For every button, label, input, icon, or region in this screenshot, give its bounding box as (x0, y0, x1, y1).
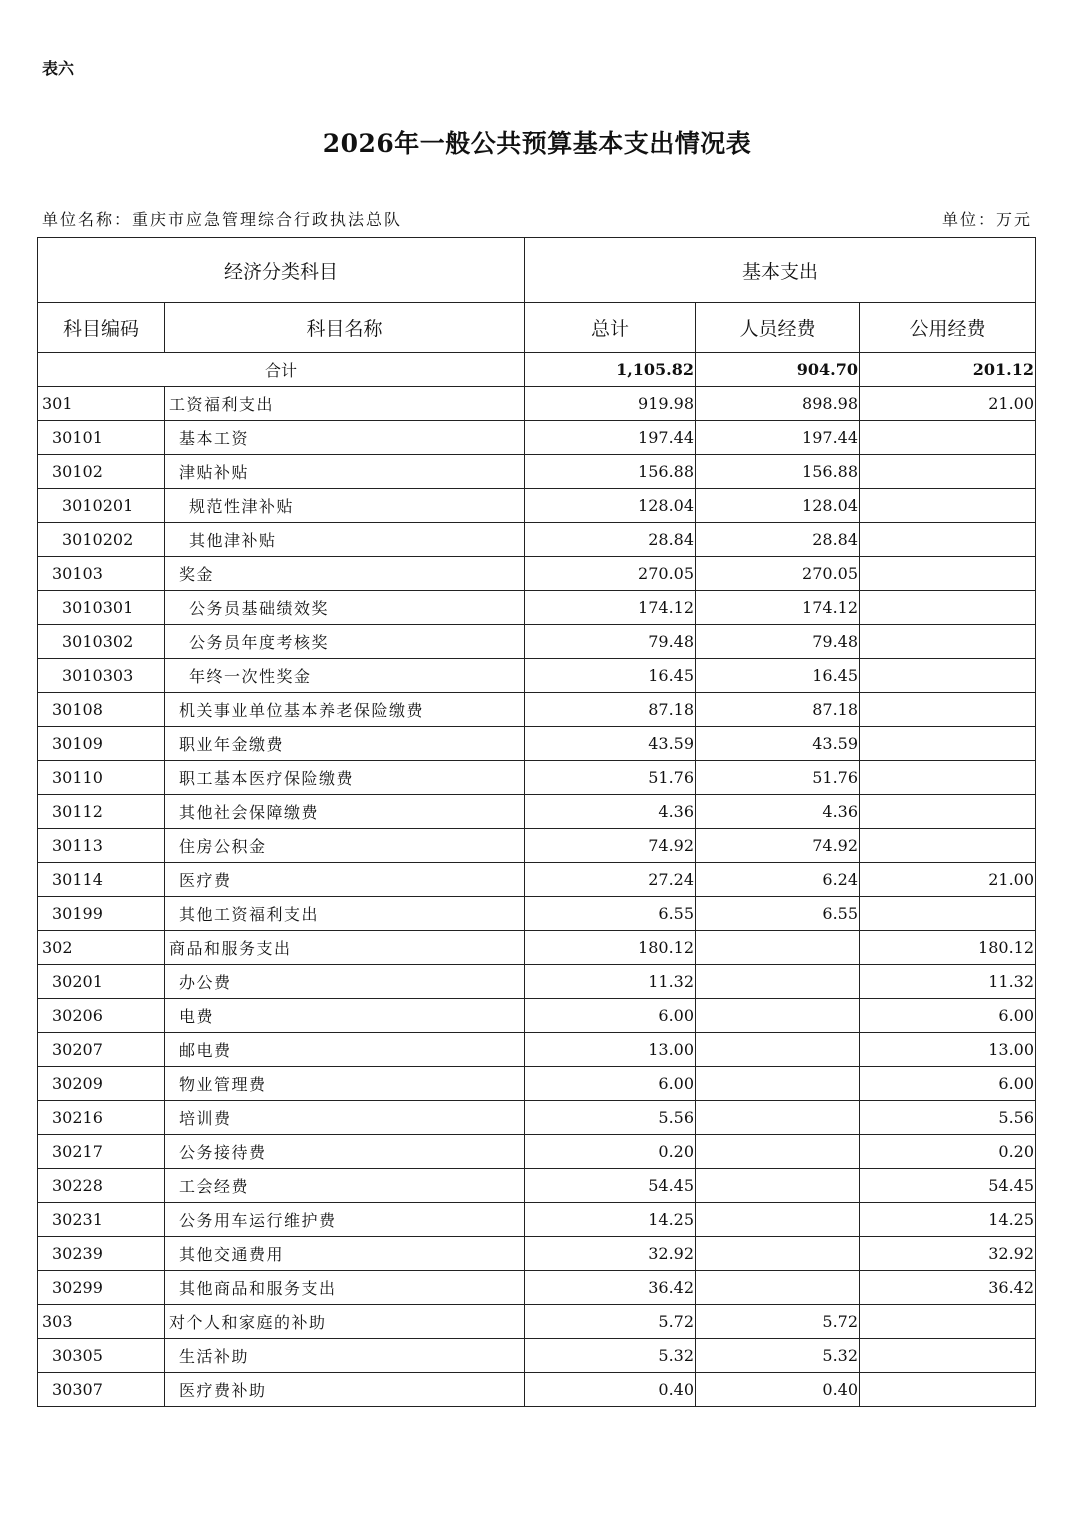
table-label: 表六 (42, 59, 75, 78)
row-personnel: 6.24 (696, 863, 860, 897)
row-personnel: 174.12 (696, 591, 860, 625)
table-row (38, 1373, 1036, 1407)
table-row (38, 1101, 1036, 1135)
row-total: 79.48 (525, 625, 696, 659)
row-public (860, 625, 1036, 659)
row-public (860, 693, 1036, 727)
row-personnel: 6.55 (696, 897, 860, 931)
row-total: 156.88 (525, 455, 696, 489)
row-name: 电费 (165, 999, 525, 1033)
table-row (38, 931, 1036, 965)
row-code: 30101 (38, 421, 165, 455)
row-total: 32.92 (525, 1237, 696, 1271)
row-name: 公务接待费 (165, 1135, 525, 1169)
row-public: 21.00 (860, 863, 1036, 897)
row-code: 30228 (38, 1169, 165, 1203)
row-name: 基本工资 (165, 421, 525, 455)
row-public: 11.32 (860, 965, 1036, 999)
row-name: 公务员基础绩效奖 (165, 591, 525, 625)
table-row (38, 897, 1036, 931)
row-total: 74.92 (525, 829, 696, 863)
row-public: 5.56 (860, 1101, 1036, 1135)
row-personnel: 5.72 (696, 1305, 860, 1339)
row-personnel (696, 1169, 860, 1203)
row-name: 机关事业单位基本养老保险缴费 (165, 693, 525, 727)
row-personnel: 16.45 (696, 659, 860, 693)
row-public (860, 795, 1036, 829)
row-total: 14.25 (525, 1203, 696, 1237)
row-name: 对个人和家庭的补助 (165, 1305, 525, 1339)
header-name: 科目名称 (165, 303, 525, 353)
row-code: 30109 (38, 727, 165, 761)
unit-name: 单位名称：重庆市应急管理综合行政执法总队 (42, 210, 403, 229)
row-code: 30113 (38, 829, 165, 863)
row-public (860, 523, 1036, 557)
row-total: 4.36 (525, 795, 696, 829)
header-row-columns (38, 303, 1036, 353)
row-code: 30206 (38, 999, 165, 1033)
row-code: 30307 (38, 1373, 165, 1407)
row-code: 30112 (38, 795, 165, 829)
row-total: 36.42 (525, 1271, 696, 1305)
row-code: 30103 (38, 557, 165, 591)
table-row (38, 523, 1036, 557)
row-personnel: 197.44 (696, 421, 860, 455)
row-personnel: 128.04 (696, 489, 860, 523)
row-personnel (696, 965, 860, 999)
table-row (38, 1033, 1036, 1067)
table-row (38, 1067, 1036, 1101)
table-row (38, 557, 1036, 591)
row-code: 303 (38, 1305, 165, 1339)
row-personnel: 898.98 (696, 387, 860, 421)
table-row (38, 1305, 1036, 1339)
row-personnel (696, 931, 860, 965)
row-personnel: 74.92 (696, 829, 860, 863)
row-personnel: 4.36 (696, 795, 860, 829)
row-name: 其他交通费用 (165, 1237, 525, 1271)
row-total: 174.12 (525, 591, 696, 625)
row-total: 6.55 (525, 897, 696, 931)
meta-row (42, 207, 1032, 230)
row-name: 物业管理费 (165, 1067, 525, 1101)
row-personnel (696, 1101, 860, 1135)
row-personnel: 87.18 (696, 693, 860, 727)
header-economic-classification: 经济分类科目 (38, 238, 525, 303)
row-name: 其他津补贴 (165, 523, 525, 557)
row-public (860, 829, 1036, 863)
table-row (38, 795, 1036, 829)
row-total: 16.45 (525, 659, 696, 693)
row-code: 30201 (38, 965, 165, 999)
row-code: 3010301 (38, 591, 165, 625)
row-public: 13.00 (860, 1033, 1036, 1067)
row-personnel (696, 1067, 860, 1101)
table-row (38, 625, 1036, 659)
row-code: 30216 (38, 1101, 165, 1135)
table-row (38, 693, 1036, 727)
row-total: 27.24 (525, 863, 696, 897)
row-personnel: 0.40 (696, 1373, 860, 1407)
row-public (860, 489, 1036, 523)
row-total: 6.00 (525, 999, 696, 1033)
row-total: 51.76 (525, 761, 696, 795)
row-code: 30207 (38, 1033, 165, 1067)
row-code: 30102 (38, 455, 165, 489)
row-total: 919.98 (525, 387, 696, 421)
row-public (860, 1305, 1036, 1339)
table-row (38, 1271, 1036, 1305)
row-public: 6.00 (860, 999, 1036, 1033)
row-code: 3010302 (38, 625, 165, 659)
row-name: 其他社会保障缴费 (165, 795, 525, 829)
row-name: 邮电费 (165, 1033, 525, 1067)
row-total: 43.59 (525, 727, 696, 761)
row-code: 30110 (38, 761, 165, 795)
row-code: 302 (38, 931, 165, 965)
row-name: 工资福利支出 (165, 387, 525, 421)
row-public (860, 727, 1036, 761)
row-total: 128.04 (525, 489, 696, 523)
row-code: 30199 (38, 897, 165, 931)
row-code: 30239 (38, 1237, 165, 1271)
row-name: 规范性津补贴 (165, 489, 525, 523)
row-total: 5.32 (525, 1339, 696, 1373)
row-name: 津贴补贴 (165, 455, 525, 489)
header-code: 科目编码 (38, 303, 165, 353)
row-public: 6.00 (860, 1067, 1036, 1101)
row-personnel: 43.59 (696, 727, 860, 761)
row-name: 工会经费 (165, 1169, 525, 1203)
row-public: 0.20 (860, 1135, 1036, 1169)
header-total: 总计 (525, 303, 696, 353)
row-personnel: 79.48 (696, 625, 860, 659)
row-code: 3010201 (38, 489, 165, 523)
table-row (38, 999, 1036, 1033)
row-total: 0.40 (525, 1373, 696, 1407)
row-code: 30231 (38, 1203, 165, 1237)
row-public (860, 897, 1036, 931)
table-row (38, 1169, 1036, 1203)
row-name: 职业年金缴费 (165, 727, 525, 761)
summary-public: 201.12 (860, 353, 1036, 387)
row-total: 11.32 (525, 965, 696, 999)
table-row (38, 1135, 1036, 1169)
document-title: 2026年一般公共预算基本支出情况表 (322, 129, 752, 158)
row-name: 公务员年度考核奖 (165, 625, 525, 659)
row-name: 奖金 (165, 557, 525, 591)
row-name: 公务用车运行维护费 (165, 1203, 525, 1237)
table-body (38, 387, 1036, 1407)
row-public: 21.00 (860, 387, 1036, 421)
table-row (38, 863, 1036, 897)
row-personnel (696, 1237, 860, 1271)
row-public: 32.92 (860, 1237, 1036, 1271)
row-total: 87.18 (525, 693, 696, 727)
row-public: 36.42 (860, 1271, 1036, 1305)
row-name: 其他工资福利支出 (165, 897, 525, 931)
unit-label: 单位：万元 (941, 210, 1032, 229)
row-code: 30305 (38, 1339, 165, 1373)
row-public: 54.45 (860, 1169, 1036, 1203)
row-code: 30108 (38, 693, 165, 727)
row-personnel: 156.88 (696, 455, 860, 489)
table-row (38, 421, 1036, 455)
row-code: 301 (38, 387, 165, 421)
header-row-group (38, 238, 1036, 303)
row-total: 6.00 (525, 1067, 696, 1101)
row-total: 197.44 (525, 421, 696, 455)
table-row (38, 1237, 1036, 1271)
table-row (38, 1203, 1036, 1237)
header-public: 公用经费 (860, 303, 1036, 353)
row-name: 医疗费 (165, 863, 525, 897)
row-public (860, 761, 1036, 795)
row-public (860, 557, 1036, 591)
summary-total: 1,105.82 (525, 353, 696, 387)
summary-personnel: 904.70 (696, 353, 860, 387)
table-row (38, 727, 1036, 761)
row-code: 30299 (38, 1271, 165, 1305)
table-row (38, 591, 1036, 625)
summary-label: 合计 (38, 353, 525, 387)
row-public (860, 455, 1036, 489)
table-row (38, 829, 1036, 863)
row-total: 270.05 (525, 557, 696, 591)
table-row (38, 659, 1036, 693)
header-personnel: 人员经费 (696, 303, 860, 353)
table-row (38, 761, 1036, 795)
header-basic-expenditure: 基本支出 (525, 238, 1036, 303)
budget-table (37, 237, 1036, 1407)
row-personnel: 51.76 (696, 761, 860, 795)
row-name: 职工基本医疗保险缴费 (165, 761, 525, 795)
row-personnel (696, 1033, 860, 1067)
row-total: 5.72 (525, 1305, 696, 1339)
row-personnel (696, 1135, 860, 1169)
row-total: 54.45 (525, 1169, 696, 1203)
row-public (860, 421, 1036, 455)
table-row (38, 455, 1036, 489)
row-name: 其他商品和服务支出 (165, 1271, 525, 1305)
row-code: 3010202 (38, 523, 165, 557)
row-code: 3010303 (38, 659, 165, 693)
row-name: 办公费 (165, 965, 525, 999)
row-personnel (696, 1203, 860, 1237)
table-row (38, 1339, 1036, 1373)
row-personnel (696, 1271, 860, 1305)
row-name: 培训费 (165, 1101, 525, 1135)
summary-row (38, 353, 1036, 387)
row-name: 年终一次性奖金 (165, 659, 525, 693)
table-row (38, 387, 1036, 421)
row-code: 30217 (38, 1135, 165, 1169)
row-personnel: 5.32 (696, 1339, 860, 1373)
row-code: 30114 (38, 863, 165, 897)
table-row (38, 489, 1036, 523)
row-personnel: 28.84 (696, 523, 860, 557)
row-public (860, 591, 1036, 625)
row-public: 180.12 (860, 931, 1036, 965)
row-public (860, 1373, 1036, 1407)
row-total: 13.00 (525, 1033, 696, 1067)
row-name: 商品和服务支出 (165, 931, 525, 965)
row-personnel: 270.05 (696, 557, 860, 591)
row-total: 0.20 (525, 1135, 696, 1169)
row-public (860, 659, 1036, 693)
row-total: 5.56 (525, 1101, 696, 1135)
table-row (38, 965, 1036, 999)
row-personnel (696, 999, 860, 1033)
row-code: 30209 (38, 1067, 165, 1101)
row-total: 28.84 (525, 523, 696, 557)
row-public: 14.25 (860, 1203, 1036, 1237)
row-public (860, 1339, 1036, 1373)
row-total: 180.12 (525, 931, 696, 965)
row-name: 住房公积金 (165, 829, 525, 863)
row-name: 生活补助 (165, 1339, 525, 1373)
row-name: 医疗费补助 (165, 1373, 525, 1407)
